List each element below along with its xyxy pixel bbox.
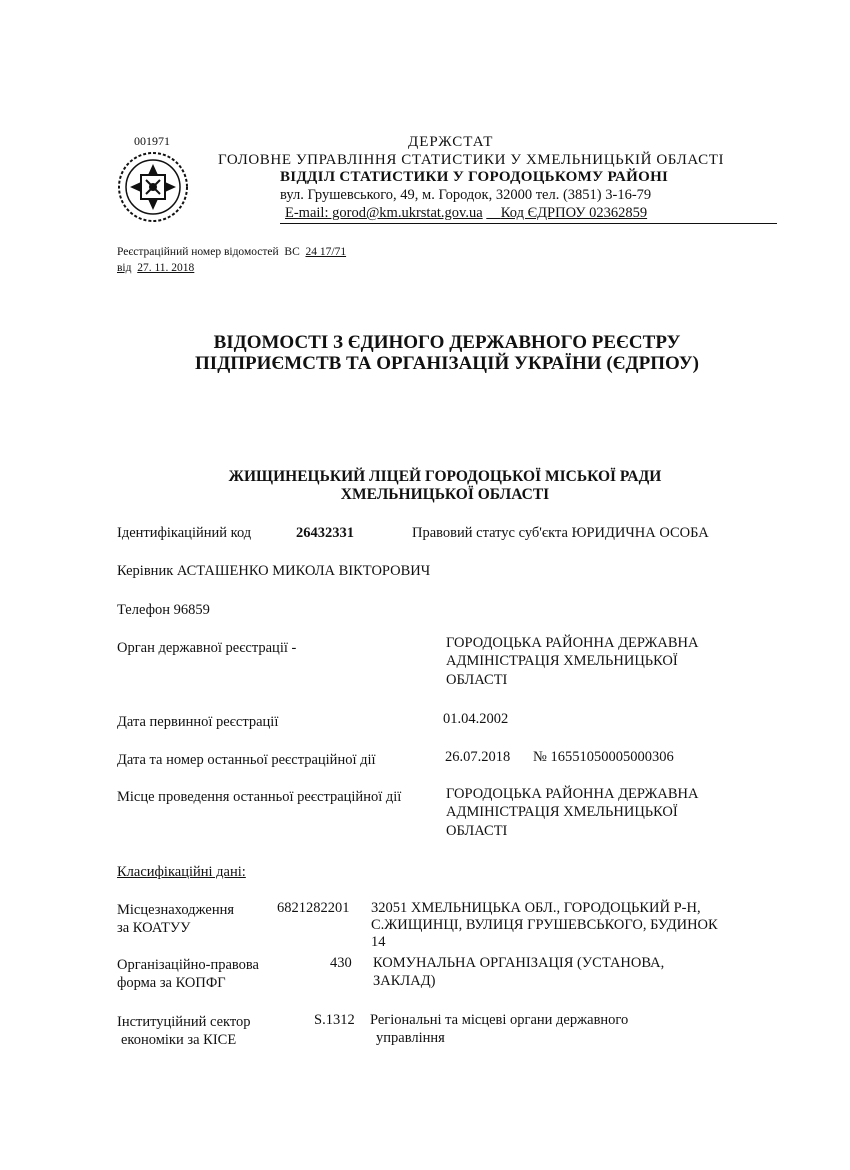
- department-email: E-mail: gorod@km.ukrstat.gov.ua: [285, 205, 483, 221]
- legal-status: Правовий статус суб'єкта ЮРИДИЧНА ОСОБА: [412, 525, 709, 541]
- document-serial-number: 001971: [134, 134, 170, 148]
- document-title-line1: ВІДОМОСТІ З ЄДИНОГО ДЕРЖАВНОГО РЕЄСТРУ: [213, 332, 681, 353]
- department-address: вул. Грушевського, 49, м. Городок, 32000 тел. (3851) 3-16-79: [280, 187, 652, 203]
- last-action-date: 26.07.2018: [445, 749, 511, 765]
- department-edrpou-code: Код ЄДРПОУ 02362859: [500, 205, 648, 221]
- main-department-name: ГОЛОВНЕ УПРАВЛІННЯ СТАТИСТИКИ У ХМЕЛЬНИЦЬКІЙ ОБЛАСТІ: [218, 152, 725, 168]
- kopfg-value-line2: ЗАКЛАД): [373, 973, 436, 989]
- registration-authority-label: Орган державної реєстрації -: [117, 640, 297, 656]
- kise-value-line2: управління: [376, 1030, 445, 1046]
- header-divider: [280, 223, 777, 224]
- registration-authority-line1: ГОРОДОЦЬКА РАЙОННА ДЕРЖАВНА: [446, 635, 699, 651]
- entity-name-line1: ЖИЩИНЕЦЬКИЙ ЛІЦЕЙ ГОРОДОЦЬКОЇ МІСЬКОЇ РАДИ: [228, 468, 662, 485]
- kopfg-value-line1: КОМУНАЛЬНА ОРГАНІЗАЦІЯ (УСТАНОВА,: [373, 955, 665, 971]
- kise-label-line1: Інституційний сектор: [117, 1014, 251, 1030]
- registration-number-line: Реєстраційний номер відомостей ВС 24 17/71: [117, 246, 347, 258]
- kopfg-code: 430: [330, 955, 352, 971]
- department-contacts: [285, 205, 647, 222]
- registration-authority-line2: АДМІНІСТРАЦІЯ ХМЕЛЬНИЦЬКОЇ: [446, 653, 678, 669]
- kopfg-label-line2: форма за КОПФГ: [117, 975, 226, 991]
- koatuu-address-line1: 32051 ХМЕЛЬНИЦЬКА ОБЛ., ГОРОДОЦЬКИЙ Р-Н,: [371, 900, 701, 916]
- kise-code: S.1312: [314, 1012, 355, 1028]
- kise-label-line2: економіки за КІСЕ: [121, 1032, 237, 1048]
- registration-authority-line3: ОБЛАСТІ: [446, 672, 508, 688]
- ukrstat-emblem-icon: [116, 150, 190, 224]
- koatuu-label-line1: Місцезнаходження: [117, 902, 235, 918]
- head-of-entity: Керівник АСТАШЕНКО МИКОЛА ВІКТОРОВИЧ: [117, 563, 431, 579]
- agency-name: ДЕРЖСТАТ: [408, 134, 494, 150]
- classification-heading: Класифікаційні дані:: [117, 864, 246, 880]
- last-action-place-line1: ГОРОДОЦЬКА РАЙОННА ДЕРЖАВНА: [446, 786, 699, 802]
- first-registration-label: Дата первинної реєстрації: [117, 714, 279, 730]
- koatuu-label-line2: за КОАТУУ: [117, 920, 191, 936]
- phone: Телефон 96859: [117, 602, 210, 618]
- kise-value-line1: Регіональні та місцеві органи державного: [370, 1012, 629, 1028]
- last-action-label: Дата та номер останньої реєстраційної дії: [117, 752, 376, 768]
- koatuu-address-line3: 14: [371, 934, 386, 950]
- id-code-label: Ідентифікаційний код: [117, 525, 252, 541]
- last-action-place-line3: ОБЛАСТІ: [446, 823, 508, 839]
- last-action-number: № 16551050005000306: [533, 749, 674, 765]
- first-registration-date: 01.04.2002: [443, 711, 509, 727]
- koatuu-address-line2: С.ЖИЩИНЦІ, ВУЛИЦЯ ГРУШЕВСЬКОГО, БУДИНОК: [371, 917, 718, 933]
- registration-date-line: від 27. 11. 2018: [117, 262, 195, 274]
- district-department-name: ВІДДІЛ СТАТИСТИКИ У ГОРОДОЦЬКОМУ РАЙОНІ: [280, 169, 669, 185]
- kopfg-label-line1: Організаційно-правова: [117, 957, 259, 973]
- last-action-place-line2: АДМІНІСТРАЦІЯ ХМЕЛЬНИЦЬКОЇ: [446, 804, 678, 820]
- koatuu-code: 6821282201: [277, 900, 350, 916]
- document-title-line2: ПІДПРИЄМСТВ ТА ОРГАНІЗАЦІЙ УКРАЇНИ (ЄДРПОУ): [195, 353, 699, 374]
- entity-name-line2: ХМЕЛЬНИЦЬКОЇ ОБЛАСТІ: [340, 486, 550, 503]
- last-action-place-label: Місце проведення останньої реєстраційної дії: [117, 789, 402, 805]
- id-code-value: 26432331: [296, 525, 354, 541]
